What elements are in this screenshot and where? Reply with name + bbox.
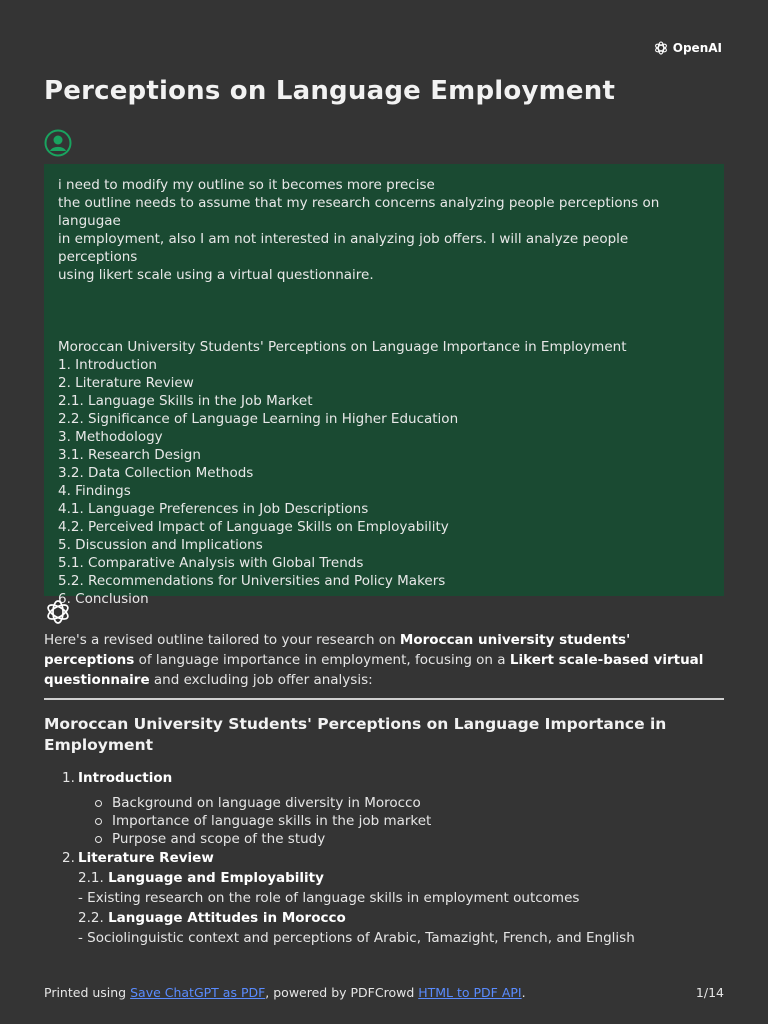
subsection-number: 2.1. bbox=[78, 870, 104, 886]
section-title bbox=[62, 848, 724, 868]
print-footer bbox=[44, 985, 724, 1000]
section-title bbox=[62, 768, 724, 788]
outline-line: Moroccan University Students' Perceptions on Language Importance in Employment bbox=[58, 339, 627, 355]
list-item: Importance of language skills in the job market bbox=[112, 812, 724, 830]
outline-line: 4.1. Language Preferences in Job Descriptions bbox=[58, 501, 369, 517]
user-message-paragraph bbox=[58, 176, 710, 284]
intro-text: and excluding job offer analysis: bbox=[149, 672, 373, 688]
subsection-title: Language and Employability bbox=[108, 870, 324, 886]
outline-line: 5. Discussion and Implications bbox=[58, 537, 263, 553]
outline-heading: Moroccan University Students' Perceptions on Language Importance in Employment bbox=[44, 715, 667, 754]
outline-list bbox=[44, 768, 724, 948]
page-number: 1/14 bbox=[695, 985, 724, 1000]
outline-line: 3.2. Data Collection Methods bbox=[58, 465, 254, 481]
footer-text: . bbox=[521, 985, 526, 1000]
section-number: 2. bbox=[62, 850, 75, 866]
section-title-text: Introduction bbox=[78, 770, 173, 786]
user-message bbox=[44, 164, 724, 607]
intro-text: of language importance in employment, focusing on a bbox=[134, 652, 510, 668]
outline-section bbox=[62, 848, 724, 948]
outline-line: 2.2. Significance of Language Learning in Higher Education bbox=[58, 411, 459, 427]
outline-section bbox=[62, 768, 724, 848]
brand-name: OpenAI bbox=[672, 41, 722, 55]
openai-logo-icon bbox=[653, 40, 669, 56]
user-text-line: the outline needs to assume that my research concerns analyzing people perceptions on langugae bbox=[58, 195, 664, 229]
intro-bold: Likert scale-based virtual questionnaire bbox=[44, 652, 704, 688]
outline-line: 6. Conclusion bbox=[58, 591, 149, 607]
outline-line: 3.1. Research Design bbox=[58, 447, 201, 463]
list-item: Background on language diversity in Morocco bbox=[112, 794, 724, 812]
openai-brand bbox=[653, 40, 722, 56]
outline-line: 4.2. Perceived Impact of Language Skills on Employability bbox=[58, 519, 449, 535]
subsection-desc: - Sociolinguistic context and perceptions of Arabic, Tamazight, French, and English bbox=[78, 930, 635, 946]
subsection bbox=[78, 908, 724, 948]
intro-bold: Moroccan university students' perceptions bbox=[44, 632, 631, 668]
outline-line: 3. Methodology bbox=[58, 429, 163, 445]
page-title: Perceptions on Language Employment bbox=[44, 76, 616, 106]
bullet-list bbox=[78, 794, 724, 848]
list-item: Purpose and scope of the study bbox=[112, 830, 724, 848]
answer-intro bbox=[44, 630, 724, 690]
assistant-message bbox=[44, 630, 724, 948]
footer-text: Printed using bbox=[44, 985, 131, 1000]
subsection-desc: - Existing research on the role of language skills in employment outcomes bbox=[78, 890, 580, 906]
save-chatgpt-link[interactable]: Save ChatGPT as PDF bbox=[130, 985, 266, 1000]
divider bbox=[44, 698, 724, 700]
footer-text: , powered by PDFCrowd bbox=[265, 985, 419, 1000]
chatgpt-logo-icon bbox=[44, 598, 72, 626]
user-text-line: using likert scale using a virtual questionnaire. bbox=[58, 267, 374, 283]
outline-line: 4. Findings bbox=[58, 483, 131, 499]
subsection-number: 2.2. bbox=[78, 910, 104, 926]
section-title-text: Literature Review bbox=[78, 850, 214, 866]
outline-line: 1. Introduction bbox=[58, 357, 157, 373]
user-text-line: i need to modify my outline so it becomes more precise bbox=[58, 177, 435, 193]
html-to-pdf-link[interactable]: HTML to PDF API bbox=[418, 985, 522, 1000]
intro-text: Here's a revised outline tailored to your research on bbox=[44, 632, 400, 648]
outline-line: 2.1. Language Skills in the Job Market bbox=[58, 393, 313, 409]
outline-line: 5.2. Recommendations for Universities and Policy Makers bbox=[58, 573, 446, 589]
section-number: 1. bbox=[62, 770, 75, 786]
subsection bbox=[78, 868, 724, 908]
user-outline bbox=[58, 338, 710, 608]
user-text-line: in employment, also I am not interested in analyzing job offers. I will analyze people perceptions bbox=[58, 231, 633, 265]
outline-line: 5.1. Comparative Analysis with Global Trends bbox=[58, 555, 364, 571]
user-avatar-icon bbox=[44, 129, 72, 157]
subsection-title: Language Attitudes in Morocco bbox=[108, 910, 346, 926]
outline-line: 2. Literature Review bbox=[58, 375, 194, 391]
